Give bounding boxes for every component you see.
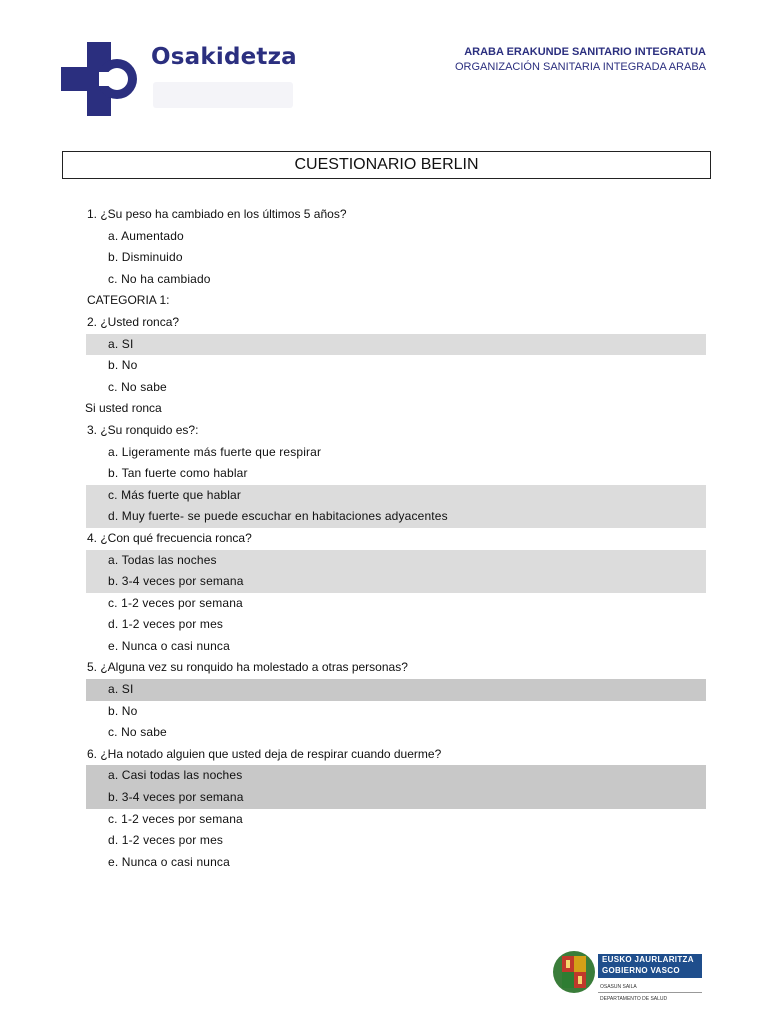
answer-option: a. Casi todas las noches: [86, 765, 706, 787]
answer-option: a. Aumentado: [108, 228, 184, 243]
answer-option: c. 1-2 veces por semana: [108, 595, 243, 610]
answer-option: b. 3-4 veces por semana: [86, 571, 706, 593]
answer-option: c. No ha cambiado: [108, 271, 211, 286]
questionnaire: [86, 204, 706, 873]
answer-option: a. SI: [86, 679, 706, 701]
answer-option: d. 1-2 veces por mes: [108, 617, 224, 632]
question-text: 2. ¿Usted ronca?: [87, 314, 180, 329]
answer-option: b. Disminuido: [108, 250, 183, 265]
organization-name: [455, 45, 706, 75]
answer-option: b. No: [108, 358, 138, 373]
question-text: 4. ¿Con qué frecuencia ronca?: [87, 530, 252, 545]
answer-option: b. No: [108, 703, 138, 718]
answer-option: a. Ligeramente más fuerte que respirar: [108, 444, 322, 459]
gobierno-vasco-logo: [552, 946, 708, 1008]
answer-option: c. Más fuerte que hablar: [86, 485, 706, 507]
answer-option: e. Nunca o casi nunca: [108, 638, 230, 653]
answer-option: a. Todas las noches: [86, 550, 706, 572]
gov-name-basque: EUSKO JAURLARITZA: [602, 955, 694, 964]
answer-option: c. No sabe: [108, 379, 167, 394]
answer-option: c. No sabe: [108, 725, 167, 740]
osakidetza-logo-icon: [61, 42, 137, 116]
answer-option: a. SI: [86, 334, 706, 356]
osakidetza-logo: [61, 42, 301, 116]
answer-option: e. Nunca o casi nunca: [108, 854, 230, 869]
dept-name-basque: OSASUN SAILA: [600, 984, 637, 990]
coat-of-arms-icon: [552, 948, 596, 996]
answer-option: b. 3-4 veces por semana: [86, 787, 706, 809]
footer-divider: [598, 992, 702, 993]
answer-option: d. 1-2 veces por mes: [108, 833, 224, 848]
answer-option: c. 1-2 veces por semana: [108, 811, 243, 826]
brand-name: Osakidetza: [151, 44, 297, 70]
question-text: 1. ¿Su peso ha cambiado en los últimos 5 años?: [87, 207, 347, 221]
question-text: 5. ¿Alguna vez su ronquido ha molestado a otras personas?: [87, 660, 408, 675]
question-text: 6. ¿Ha notado alguien que usted deja de respirar cuando duerme?: [87, 746, 442, 761]
conditional-note: Si usted ronca: [85, 401, 162, 416]
brand-ghost-mark: [153, 82, 293, 108]
org-line-spanish: ORGANIZACIÓN SANITARIA INTEGRADA ARABA: [454, 61, 706, 73]
dept-name-spanish: DEPARTAMENTO DE SALUD: [600, 996, 668, 1002]
document-title: CUESTIONARIO BERLIN: [62, 151, 711, 179]
org-line-basque: ARABA ERAKUNDE SANITARIO INTEGRATUA: [464, 46, 706, 58]
gov-name-spanish: GOBIERNO VASCO: [602, 966, 680, 975]
answer-option: b. Tan fuerte como hablar: [108, 466, 248, 481]
answer-option: d. Muy fuerte- se puede escuchar en habitaciones adyacentes: [86, 506, 706, 528]
category-label: CATEGORIA 1:: [87, 293, 170, 308]
question-text: 3. ¿Su ronquido es?:: [87, 422, 199, 437]
